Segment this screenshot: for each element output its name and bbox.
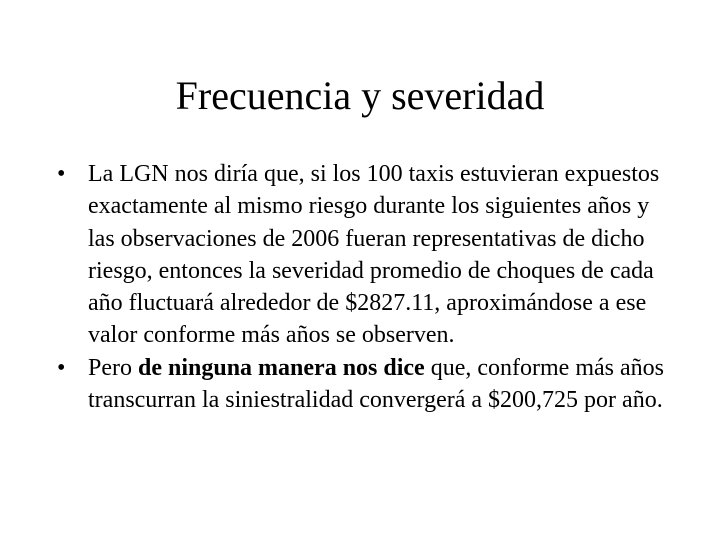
- bullet-item-pero: [57, 352, 677, 417]
- bullet-text-emphasis: de ninguna manera nos dice: [138, 354, 425, 381]
- bullet-text-before: Pero: [88, 354, 138, 381]
- bullet-list: [57, 158, 677, 416]
- bullet-text-after: que, conforme más años transcurran la siniestralidad convergerá a $200,725 por año.: [88, 354, 664, 414]
- bullet-marker: •: [57, 354, 66, 381]
- bullet-marker: •: [57, 161, 66, 187]
- bullet-item-lgn: [57, 158, 677, 352]
- bullet-text: La LGN nos diría que, si los 100 taxis estuvieran expuestos exactamente al mismo riesgo durante los siguientes años y las observaciones de 2006 fueran representativas de dicho riesgo, entonces la severidad promedio de choques de cada año fluctuará alrededor de $2827.11, aproximándose a ese valor conforme más años se observen.: [88, 161, 660, 349]
- slide-title: Frecuencia y severidad: [175, 73, 545, 118]
